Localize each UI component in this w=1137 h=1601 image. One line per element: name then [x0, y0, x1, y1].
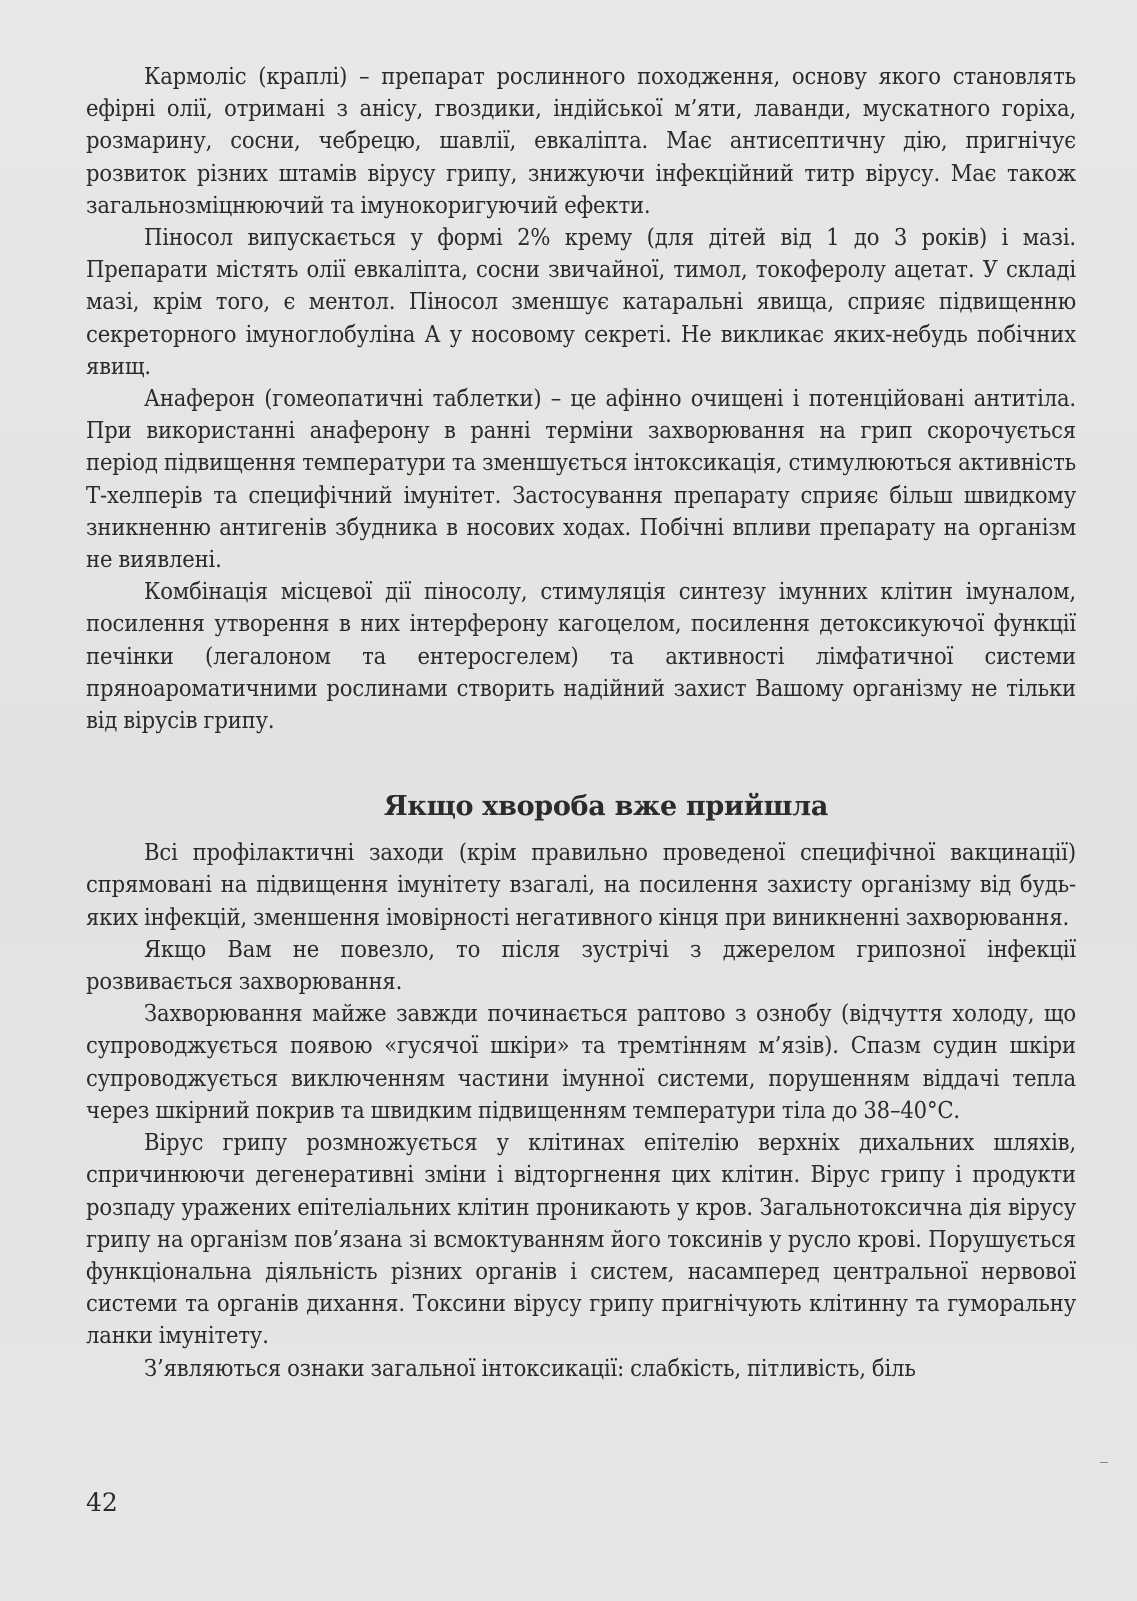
section-heading: Якщо хвороба вже прийшла	[383, 791, 829, 823]
page-number: 42	[86, 1488, 118, 1517]
margin-dash	[1100, 1462, 1108, 1463]
paragraph-karmolis: Кармоліс (краплі) – препарат рослинного походження, основу якого становлять ефірні олії, отримані з анісу, гвоздики, індійської м’яти, лаванди, мускатного горіха, розмарину, сосни, чебрецю, шавлії, евкаліпта. Має антисептичну дію, пригнічує розвиток різних штамів вірусу грипу, знижуючи інфекційний титр вірусу. Має також загальнозміцнюючий та імунокоригуючий ефекти.	[86, 62, 1076, 219]
paragraph-infection: Якщо Вам не повезло, то після зустрічі з джерелом грипозної інфекції розвивається захворювання.	[86, 934, 1076, 996]
paragraph-anaferon: Анаферон (гомеопатичні таблетки) – це афінно очищені і потенційовані антитіла. При використанні анаферону в ранні терміни захворювання на грип скорочується період підвищення температури та зменшується інтоксикація, стимулюються активність Т-хелперів та специфічний імунітет. Застосування препарату сприяє більш швидкому зникненню антигенів збудника в носових ходах. Побічні впливи препарату на організм не виявлені.	[86, 384, 1076, 574]
page-body	[86, 60, 1076, 1384]
paragraph-combination: Комбінація місцевої дії піносолу, стимуляція синтезу імунних клітин імуналом, посилення утворення в них інтерферону кагоцелом, посилення детоксикуючої функції печінки (легалоном та ентеросгелем) та активності лімфатичної системи пряноароматичними рослинами створить надійний захист Вашому організму не тільки від вірусів грипу.	[86, 577, 1076, 735]
paragraph-pinosol: Піносол випускається у формі 2% крему (для дітей від 1 до 3 років) і мазі. Препарати містять олії евкаліпта, сосни звичайної, тимол, токоферолу ацетат. У складі мазі, крім того, є ментол. Піносол зменшує катаральні явища, сприяє підвищенню секреторного імуноглобуліна А у носовому секреті. Не викликає яких-небудь побічних явищ.	[86, 223, 1076, 380]
paragraph-onset: Захворювання майже завжди починається раптово з ознобу (відчуття холоду, що супроводжується появою «гусячої шкіри» та тремтінням м’язів). Спазм судин шкіри супроводжується виключенням частини імунної системи, порушенням віддачі тепла через шкірний покрив та швидким підвищенням температури тіла до 38–40°С.	[86, 999, 1076, 1124]
paragraph-virus-reproduction: Вірус грипу розмножується у клітинах епітелію верхніх дихальних шляхів, спричинюючи дегенеративні зміни і відторгнення цих клітин. Вірус грипу і продукти розпаду уражених епітеліальних клітин проникають у кров. Загальнотоксична дія вірусу грипу на організм пов’язана зі всмоктуванням його токсинів у русло крові. Порушується функціональна діяльність різних органів і систем, насамперед центральної нервової системи та органів дихання. Токсини вірусу грипу пригнічують клітинну та гуморальну ланки імунітету.	[86, 1128, 1076, 1350]
paragraph-intoxication-signs: З’являються ознаки загальної інтоксикації: слабкість, пітливість, біль	[144, 1353, 916, 1382]
paragraph-prevention: Всі профілактичні заходи (крім правильно проведеної специфічної вакцинації) спрямовані на підвищення імунітету взагалі, на посилення захисту організму від будь-яких інфекцій, зменшення імовірності негативного кінця при виникненні захворювання.	[86, 838, 1076, 931]
